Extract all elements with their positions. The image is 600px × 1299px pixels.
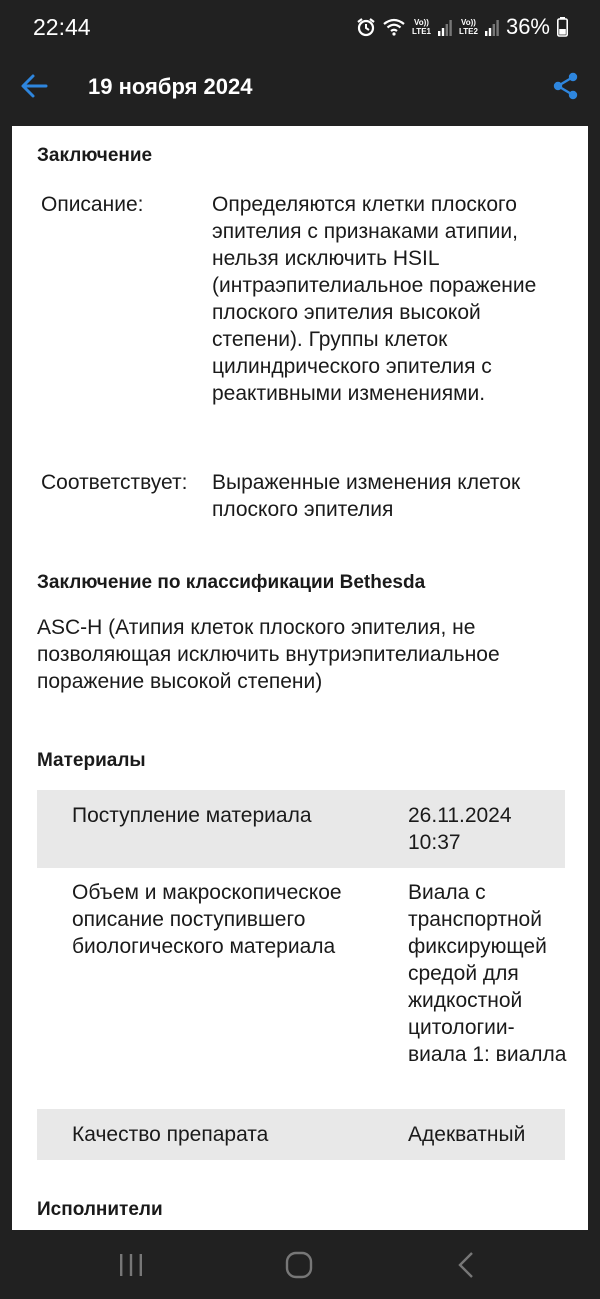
status-time: 22:44 [33,14,91,40]
system-navigation-bar [0,1230,600,1299]
bethesda-heading: Заключение по классификации Bethesda [37,572,426,593]
home-icon [285,1251,313,1279]
sim2-network-label: Vo)) LTE2 [458,18,478,36]
share-icon [553,72,579,100]
material-value: 26.11.2024 10:37 [408,804,512,854]
table-row [37,790,565,868]
material-label: Поступление материала [72,804,312,827]
signal-2-icon [485,18,499,36]
share-button[interactable] [548,68,584,104]
status-icons [356,14,568,40]
back-nav-button[interactable] [446,1248,486,1282]
description-label: Описание: [41,193,144,216]
alarm-icon [356,17,376,37]
table-row [37,1109,565,1160]
page-title: 19 ноября 2024 [88,74,253,99]
materials-table [37,790,565,1160]
recent-apps-button[interactable] [111,1248,151,1282]
description-value: Определяются клетки плоского эпителия с признаками атипии, нельзя исключить HSIL (интраэпителиальное поражение плоского эпителия высокой степени). Группы клеток цилиндрического эпителия с реактивными изменениями. [212,193,537,405]
material-value: Адекватный [408,1123,526,1146]
sim1-network-label: Vo)) LTE1 [412,18,431,36]
materials-heading: Материалы [37,750,146,771]
performers-heading: Исполнители [37,1199,163,1220]
material-label: Качество препарата [72,1123,269,1146]
recent-apps-icon [118,1252,144,1278]
conclusion-heading: Заключение [37,145,153,166]
battery-icon [557,17,568,37]
back-button[interactable] [14,68,54,104]
arrow-left-icon [20,73,48,99]
app-bar [0,56,600,126]
signal-1-icon [438,18,452,36]
material-label: Объем и макроскопическое описание поступившего биологического материала [72,881,342,958]
home-button[interactable] [279,1248,319,1282]
battery-percent: 36% [505,14,550,39]
wifi-icon [383,18,405,36]
status-bar [0,0,600,56]
table-row [37,868,565,1109]
material-value: Виала с транспортной фиксирующей средой для жидкостной цитологии- виала 1: виалла [408,881,567,1066]
corresponds-value: Выраженные изменения клеток плоского эпителия [212,471,521,521]
report-content [12,126,588,1230]
corresponds-label: Соответствует: [41,471,188,494]
bethesda-text: ASC-H (Атипия клеток плоского эпителия, не позволяющая исключить внутриэпителиальное поражение высокой степени) [37,616,500,693]
chevron-left-icon [456,1251,476,1279]
